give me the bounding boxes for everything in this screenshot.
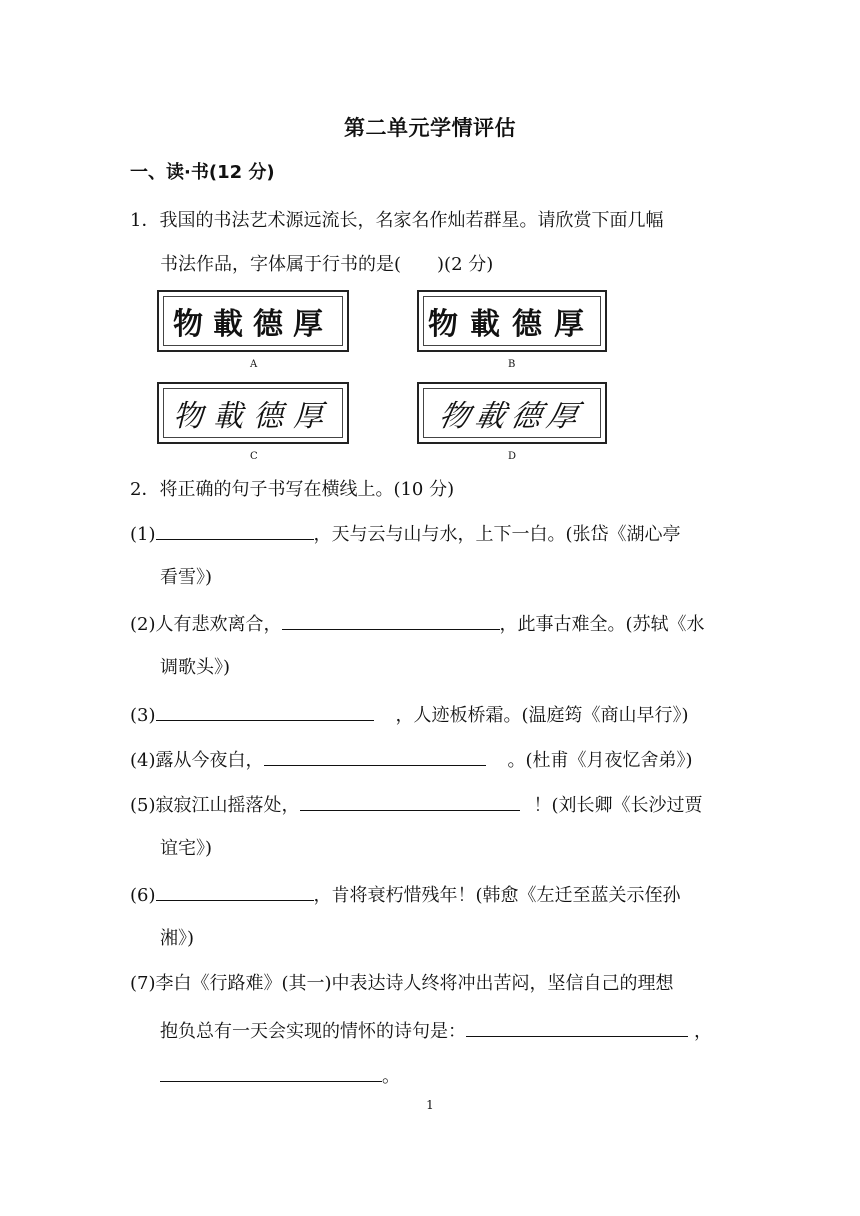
answer-blank-2[interactable] — [282, 611, 500, 630]
calligraphy-option-d[interactable] — [417, 382, 607, 444]
answer-blank-5[interactable] — [300, 792, 520, 811]
answer-blank-4[interactable] — [264, 747, 486, 766]
q2-item-2: (2)人有悲欢离合， ，此事古难全。(苏轼《水 — [130, 611, 705, 637]
caption-a: A — [250, 359, 258, 370]
q2-stem: 2．将正确的句子书写在横线上。(10 分) — [130, 479, 455, 500]
q1-stem-line2: 书法作品，字体属于行书的是( )(2 分) — [160, 254, 494, 275]
caption-b: B — [508, 359, 516, 370]
calligraphy-option-c[interactable] — [157, 382, 349, 444]
q2-item-1-cont: 看雪》) — [160, 567, 213, 588]
calligraphy-text-b: 物載德厚 — [428, 307, 596, 342]
answer-blank-1[interactable] — [156, 521, 314, 540]
q2-item-6: (6) ，肯将衰朽惜残年！(韩愈《左迁至蓝关示侄孙 — [130, 882, 681, 908]
q2-item-1: (1) ，天与云与山与水，上下一白。(张岱《湖心亭 — [130, 521, 681, 547]
calligraphy-text-d: 物載德厚 — [435, 399, 587, 434]
q2-item-2-cont: 调歌头》) — [160, 657, 231, 678]
q2-item-5: (5)寂寂江山摇落处， ！(刘长卿《长沙过贾 — [130, 792, 703, 818]
q2-item-6-cont: 湘》) — [160, 928, 195, 949]
q2-item-7-line3: 。 — [160, 1063, 400, 1089]
calligraphy-option-a[interactable] — [157, 290, 349, 352]
q2-item-7-line1: (7)李白《行路难》(其一)中表达诗人终将冲出苦闷，坚信自己的理想 — [130, 973, 674, 994]
q2-item-7-line2: 抱负总有一天会实现的情怀的诗句是： ， — [160, 1018, 712, 1044]
q2-item-3: (3) ，人迹板桥霜。(温庭筠《商山早行》) — [130, 702, 689, 728]
q2-item-4: (4)露从今夜白， 。(杜甫《月夜忆舍弟》) — [130, 747, 693, 773]
page-number: 1 — [426, 1098, 434, 1112]
caption-c: C — [250, 451, 258, 462]
answer-blank-7b[interactable] — [160, 1063, 382, 1082]
answer-blank-3[interactable] — [156, 702, 374, 721]
q1-stem-line1: 1．我国的书法艺术源远流长，名家名作灿若群星。请欣赏下面几幅 — [130, 210, 664, 231]
calligraphy-text-a: 物載德厚 — [173, 307, 333, 342]
calligraphy-option-b[interactable] — [417, 290, 607, 352]
q2-item-5-cont: 谊宅》) — [160, 838, 213, 859]
calligraphy-text-c: 物載德厚 — [173, 399, 333, 434]
page-title: 第二单元学情评估 — [344, 116, 516, 140]
section-heading-reading: 一、读·书(12 分) — [130, 162, 275, 183]
answer-blank-6[interactable] — [156, 882, 314, 901]
caption-d: D — [508, 451, 517, 462]
answer-blank-7a[interactable] — [466, 1018, 688, 1037]
